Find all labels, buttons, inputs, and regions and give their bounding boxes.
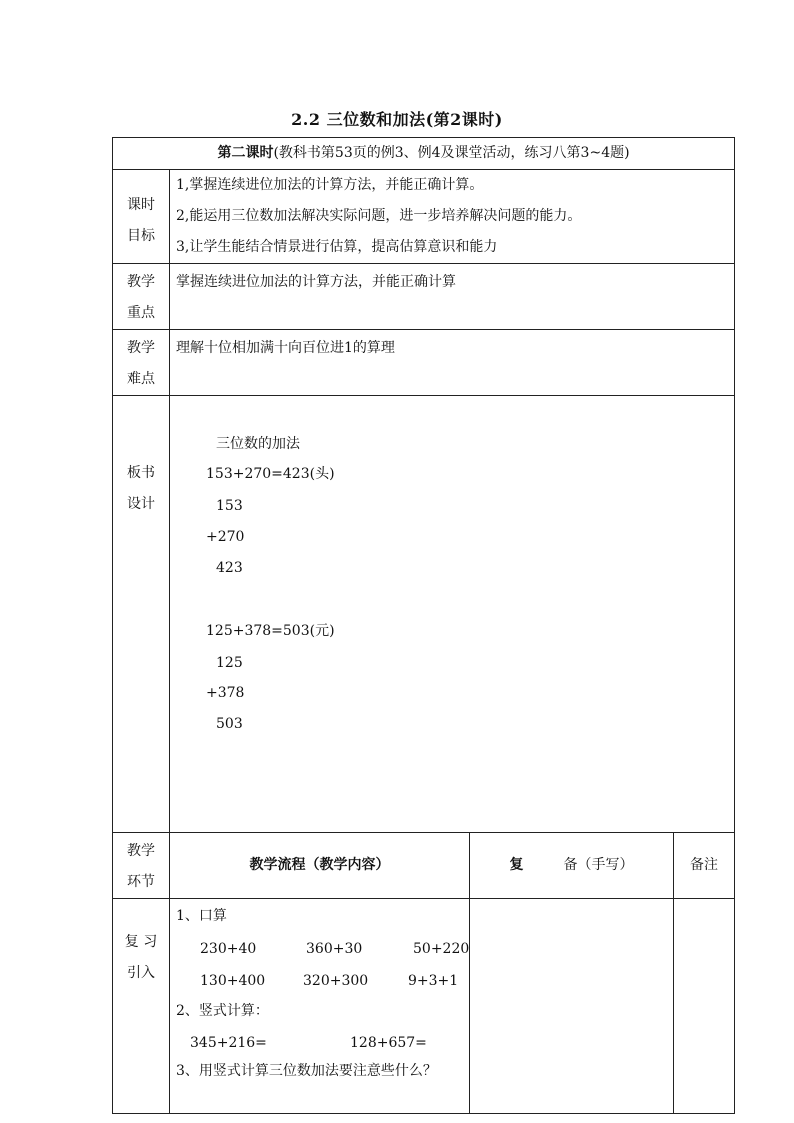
- difficulties-text: 理解十位相加满十向百位进1的算理: [170, 330, 735, 396]
- flow-header-label: [113, 833, 170, 899]
- objectives-content: [170, 170, 735, 264]
- vertical-title: 2、竖式计算：: [176, 1003, 269, 1019]
- objective-item: 1,掌握连续进位加法的计算方法，并能正确计算。: [176, 177, 484, 193]
- flow-prep-header-b: 备（手写）: [563, 857, 634, 873]
- flow-header-label-line2: 环节: [127, 874, 155, 890]
- review-label: [113, 899, 170, 1114]
- key-points-text: 掌握连续进位加法的计算方法，并能正确计算: [170, 264, 735, 330]
- lesson-header-row: [113, 138, 735, 170]
- difficulties-label-line1: 教学: [127, 340, 155, 356]
- objective-item: 3,让学生能结合情景进行估算，提高估算意识和能力: [176, 239, 498, 255]
- board-vertical-2-addend: +378: [206, 685, 245, 701]
- vertical-item: 345+216=: [190, 1035, 267, 1051]
- oral-item: 9+3+1: [408, 973, 459, 989]
- key-points-row: [113, 264, 735, 330]
- lesson-header: [113, 138, 735, 170]
- lesson-header-detail: (教科书第53页的例3、例4及课堂活动，练习八第3~4题): [273, 145, 630, 161]
- document-title: 2.2 三位数和加法(第2课时): [291, 110, 503, 129]
- review-prep-cell: [470, 899, 674, 1114]
- key-points-label: [113, 264, 170, 330]
- board-design-label: [113, 396, 170, 833]
- review-label-line2: 引入: [127, 965, 155, 981]
- flow-content-header: 教学流程（教学内容）: [170, 833, 470, 899]
- difficulties-label: [113, 330, 170, 396]
- oral-item: 360+30: [306, 941, 363, 957]
- difficulties-label-line2: 难点: [127, 371, 155, 387]
- oral-item: 230+40: [200, 941, 257, 957]
- review-label-line1: 复 习: [124, 934, 158, 950]
- board-design-content: [170, 396, 735, 833]
- flow-prep-header: [470, 833, 674, 899]
- board-vertical-1-result: 423: [216, 560, 243, 576]
- objective-item: 2,能运用三位数加法解决实际问题，进一步培养解决问题的能力。: [176, 208, 582, 224]
- board-equation-2: 125+378=503(元): [206, 623, 335, 639]
- flow-header-row: [113, 833, 735, 899]
- board-vertical-1-top: 153: [216, 498, 243, 514]
- board-design-label-line1: 板书: [127, 465, 155, 481]
- review-question: 3、用竖式计算三位数加法要注意些什么？: [176, 1063, 437, 1079]
- flow-notes-header: 备注: [674, 833, 735, 899]
- key-points-label-line2: 重点: [127, 305, 155, 321]
- oral-item: 130+400: [200, 973, 266, 989]
- lesson-header-bold: 第二课时: [217, 145, 274, 161]
- key-points-label-line1: 教学: [127, 274, 155, 290]
- vertical-item: 128+657=: [350, 1035, 427, 1051]
- lesson-plan-table: [112, 137, 735, 1114]
- board-design-row: [113, 396, 735, 833]
- board-design-label-line2: 设计: [127, 496, 155, 512]
- board-heading: 三位数的加法: [216, 436, 300, 452]
- flow-prep-header-a: 复: [509, 857, 524, 873]
- objectives-row: [113, 170, 735, 264]
- oral-item: 320+300: [303, 973, 369, 989]
- review-content: [170, 899, 470, 1114]
- board-vertical-2-top: 125: [216, 655, 243, 671]
- difficulties-row: [113, 330, 735, 396]
- objectives-label-line2: 目标: [127, 227, 155, 244]
- board-equation-1: 153+270=423(头): [206, 466, 335, 482]
- review-notes-cell: [674, 899, 735, 1114]
- oral-item: 50+220: [413, 941, 470, 957]
- objectives-label: [113, 170, 170, 264]
- board-vertical-2-result: 503: [216, 716, 243, 732]
- board-vertical-1-addend: +270: [206, 529, 245, 545]
- review-row: [113, 899, 735, 1114]
- objectives-label-line1: 课时: [127, 196, 155, 213]
- oral-title: 1、口算: [176, 908, 227, 924]
- flow-header-label-line1: 教学: [127, 843, 155, 859]
